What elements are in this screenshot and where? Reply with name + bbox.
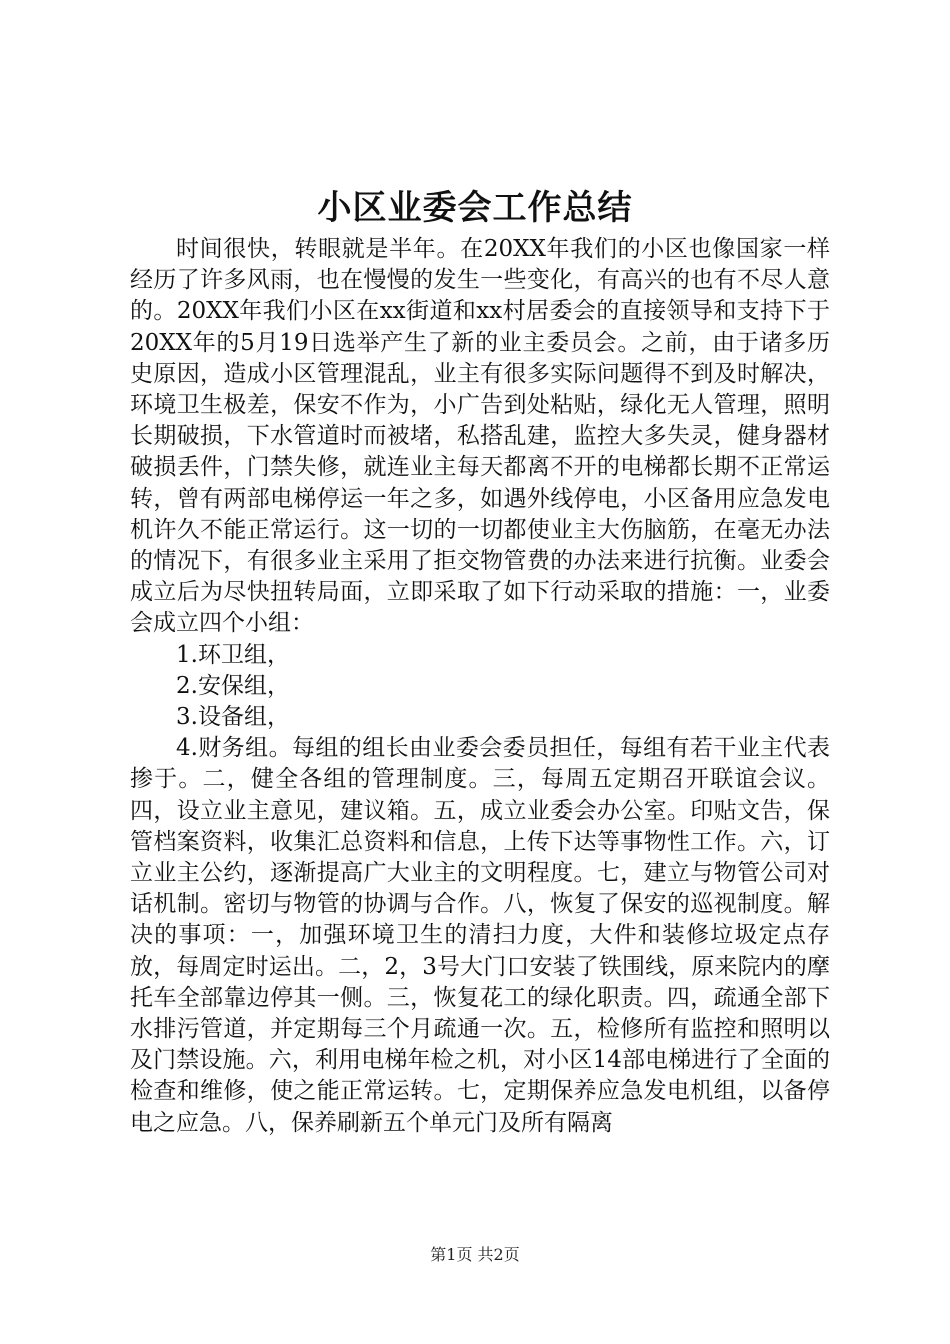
continuation-paragraph: 4.财务组。每组的组长由业委会委员担任，每组有若干业主代表掺于。二，健全各组的管理制度。三，每周五定期召开联谊会议。四，设立业主意见，建议箱。五，成立业委会办公室。印贴文告，保管档案资料，收集汇总资料和信息，上传下达等事物性工作。六，订立业主公约，逐渐提高广大业主的文明程度。七，建立与物管公司对话机制。密切与物管的协调与合作。八，恢复了保安的巡视制度。解决的事项：一，加强环境卫生的清扫力度，大件和装修垃圾定点存放，每周定时运出。二，2，3号大门口安装了铁围线，原来院内的摩托车全部靠边停其一侧。三，恢复花工的绿化职责。四，疏通全部下水排污管道，并定期每三个月疏通一次。五，检修所有监控和照明以及门禁设施。六，利用电梯年检之机，对小区14部电梯进行了全面的检查和维修，使之能正常运转。七，定期保养应急发电机组，以备停电之应急。八，保养刷新五个单元门及所有隔离 bbox=[130, 735, 830, 1136]
list-item-security-group: 2.安保组， bbox=[176, 672, 290, 699]
list-item-equipment-group: 3.设备组， bbox=[176, 704, 290, 731]
page-number-footer: 第1页 共2页 bbox=[430, 1245, 520, 1264]
intro-paragraph: 时间很快，转眼就是半年。在20XX年我们的小区也像国家一样经历了许多风雨，也在慢慢的发生一些变化，有高兴的也有不尽人意的。20XX年我们小区在xx街道和xx村居委会的直接领导和支持下于20XX年的5月19日选举产生了新的业主委员会。之前，由于诸多历史原因，造成小区管理混乱，业主有很多实际问题得不到及时解决，环境卫生极差，保安不作为，小广告到处粘贴，绿化无人管理，照明长期破损，下水管道时而被堵，私搭乱建，监控大多失灵，健身器材破损丢件，门禁失修，就连业主每天都离不开的电梯都长期不正常运转，曾有两部电梯停运一年之多，如遇外线停电，小区备用应急发电机许久不能正常运行。这一切的一切都使业主大伤脑筋，在毫无办法的情况下，有很多业主采用了拒交物管费的办法来进行抗衡。业委会成立后为尽快扭转局面，立即采取了如下行动采取的措施：一，业委会成立四个小组： bbox=[130, 236, 830, 637]
list-item-sanitation-group: 1.环卫组， bbox=[176, 641, 290, 668]
document-body bbox=[130, 234, 830, 1139]
document-title: 小区业委会工作总结 bbox=[317, 188, 633, 228]
